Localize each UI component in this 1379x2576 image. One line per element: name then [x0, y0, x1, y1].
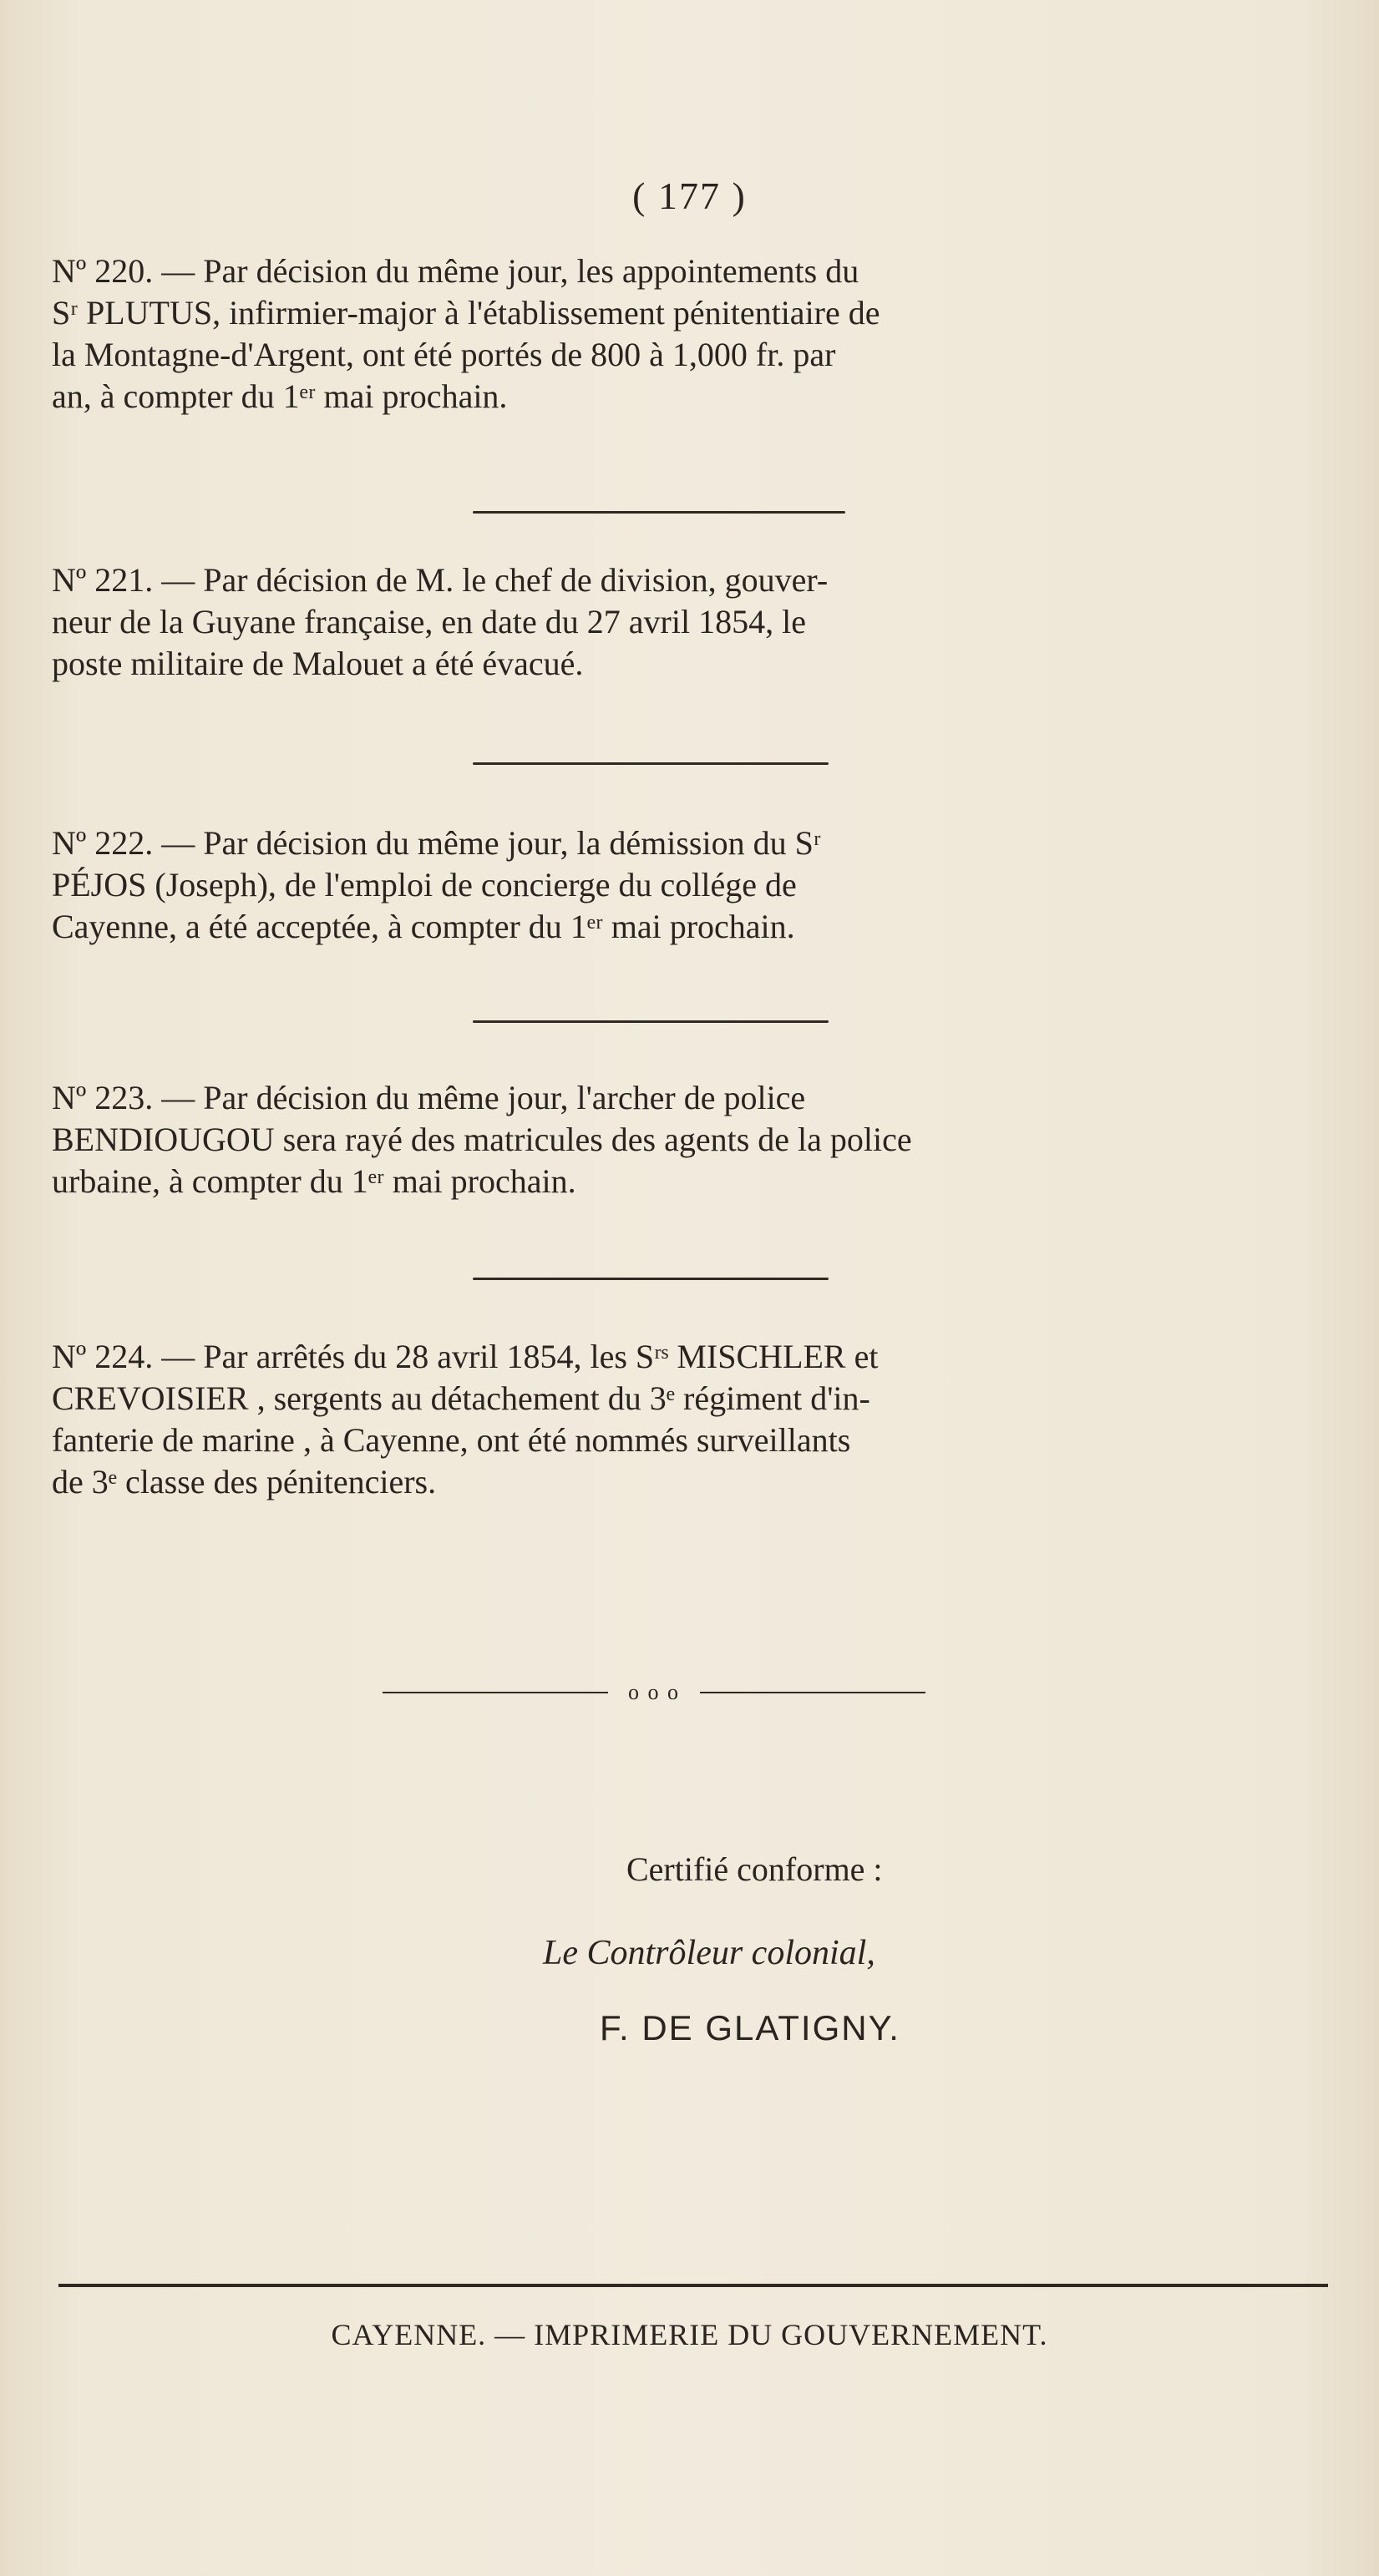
- entry-line: BENDIOUGOU sera rayé des matricules des agents de la police: [52, 1121, 912, 1158]
- entry-line: la Montagne-d'Argent, ont été portés de 800 à 1,000 fr. par: [52, 336, 836, 373]
- entry-224: [52, 1336, 1288, 1503]
- entry-222: [52, 822, 1288, 948]
- signer-name: F. DE GLATIGNY.: [600, 2008, 900, 2047]
- separator-rule: [473, 1020, 829, 1023]
- entry-line: an, à compter du 1ᵉʳ mai prochain.: [52, 377, 508, 415]
- ornament-line-left: [383, 1692, 608, 1693]
- entry-221: [52, 559, 1288, 685]
- separator-rule: [473, 1278, 829, 1280]
- certification-text: Certifié conforme :: [626, 1850, 883, 1888]
- page-number: ( 177 ): [632, 175, 747, 217]
- entry-line: CREVOISIER , sergents au détachement du 3ᵉ régiment d'in-: [52, 1379, 870, 1417]
- entry-line: Nº 224. — Par arrêtés du 28 avril 1854, les Sʳˢ MISCHLER et: [52, 1338, 879, 1375]
- entry-220: [52, 251, 1288, 418]
- entry-line: Nº 223. — Par décision du même jour, l'archer de police: [52, 1079, 806, 1116]
- entry-line: Cayenne, a été acceptée, à compter du 1ᵉʳ mai prochain.: [52, 908, 795, 945]
- entry-line: urbaine, à compter du 1ᵉʳ mai prochain.: [52, 1162, 576, 1200]
- controller-title: Le Contrôleur colonial,: [543, 1934, 875, 1972]
- entry-223: [52, 1077, 1288, 1202]
- entry-line: Sʳ PLUTUS, infirmier-major à l'établissement pénitentiaire de: [52, 294, 880, 331]
- entry-line: Nº 221. — Par décision de M. le chef de division, gouver-: [52, 561, 829, 599]
- printer-footer: CAYENNE. — IMPRIMERIE DU GOUVERNEMENT.: [331, 2318, 1048, 2351]
- entry-line: neur de la Guyane française, en date du 27 avril 1854, le: [52, 603, 806, 640]
- entry-line: de 3ᵉ classe des pénitenciers.: [52, 1463, 437, 1501]
- separator-rule: [473, 762, 829, 765]
- entry-line: fanterie de marine , à Cayenne, ont été nommés surveillants: [52, 1421, 851, 1459]
- entry-line: Nº 222. — Par décision du même jour, la démission du Sʳ: [52, 824, 821, 862]
- separator-rule: [473, 511, 845, 514]
- entry-line: poste militaire de Malouet a été évacué.: [52, 645, 584, 682]
- entry-line: Nº 220. — Par décision du même jour, les appointements du: [52, 252, 859, 290]
- footer-rule: [58, 2284, 1328, 2287]
- entry-line: PÉJOS (Joseph), de l'emploi de concierge du collége de: [52, 866, 797, 903]
- ornament-line-right: [700, 1692, 925, 1693]
- ornament-divider: [383, 1680, 925, 1705]
- ornament-center: o o o: [628, 1680, 680, 1704]
